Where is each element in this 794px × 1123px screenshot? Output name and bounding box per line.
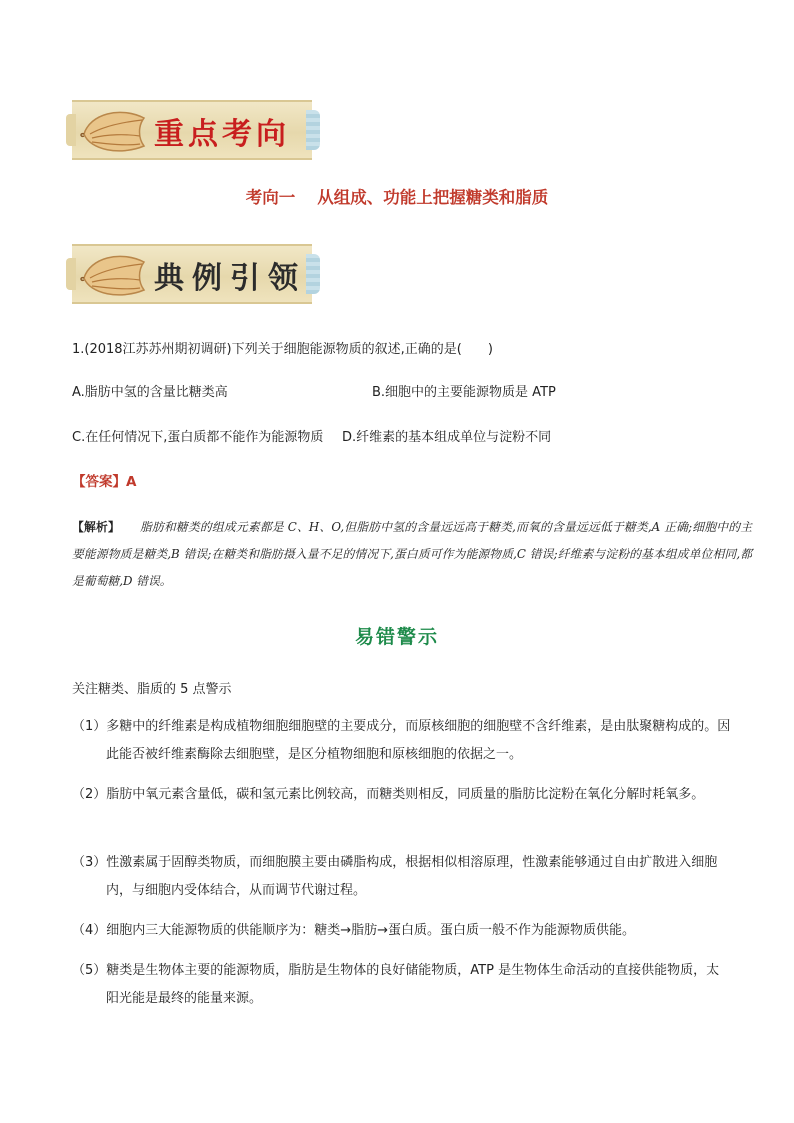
analysis-label: 【解析】	[72, 520, 120, 534]
option-a: A.脂肪中氢的含量比糖类高	[72, 385, 228, 400]
option-c: C.在任何情况下,蛋白质都不能作为能源物质	[72, 430, 324, 445]
analysis-text: 脂肪和糖类的组成元素都是 C、H、O,但脂肪中氢的含量远远高于糖类,而氧的含量远远低于糖类,A 正确;细胞中的主要能源物质是糖类,B 错误;在糖类和脂肪摄入量不足的情况下,蛋白质可作为能源物质,C 错误;纤维素与淀粉的基本组成单位相同,都是葡萄糖,D 错误。	[72, 520, 752, 588]
answer-value: A	[126, 474, 137, 490]
warning-item: （2）脂肪中氧元素含量低，碳和氢元素比例较高，而糖类则相反，同质量的脂肪比淀粉在氧化分解时耗氧多。	[72, 787, 705, 802]
subtitle-index: 考向一	[245, 188, 296, 207]
warning-item: （3）性激素属于固醇类物质，而细胞膜主要由磷脂构成，根据相似相溶原理，性激素能够通过自由扩散进入细胞内，与细胞内受体结合，从而调节代谢过程。	[72, 855, 718, 898]
option-b: B.细胞中的主要能源物质是 ATP	[372, 385, 556, 400]
question-stem: 1.(2018江苏苏州期初调研)下列关于细胞能源物质的叙述,正确的是( )	[72, 342, 493, 357]
subtitle-text: 从组成、功能上把握糖类和脂质	[317, 188, 549, 207]
warning-item: （1）多糖中的纤维素是构成植物细胞细胞壁的主要成分，而原核细胞的细胞壁不含纤维素，是由肽聚糖构成的。因此能否被纤维素酶除去细胞壁，是区分植物细胞和原核细胞的依据之一。	[72, 719, 731, 762]
option-d: D.纤维素的基本组成单位与淀粉不同	[342, 430, 552, 445]
warning-item: （5）糖类是生物体主要的能源物质，脂肪是生物体的良好储能物质，ATP 是生物体生命活动的直接供能物质，太阳光能是最终的能量来源。	[72, 963, 720, 1006]
warning-intro: 关注糖类、脂质的 5 点警示	[72, 682, 232, 697]
banner-title: 典例引领	[154, 261, 306, 296]
section-banner-examples	[72, 244, 312, 304]
banner-title: 重点考向	[154, 117, 290, 152]
answer-line	[72, 470, 136, 490]
seashell-icon	[80, 104, 150, 156]
seashell-icon	[80, 248, 150, 300]
warning-title: 易错警示	[354, 626, 439, 648]
analysis-paragraph	[72, 514, 752, 595]
topic-subtitle	[0, 184, 794, 208]
section-banner-key-directions	[72, 100, 312, 160]
answer-label: 【答案】	[72, 474, 126, 490]
warning-item: （4）细胞内三大能源物质的供能顺序为：糖类→脂肪→蛋白质。蛋白质一般不作为能源物质供能。	[72, 923, 636, 938]
